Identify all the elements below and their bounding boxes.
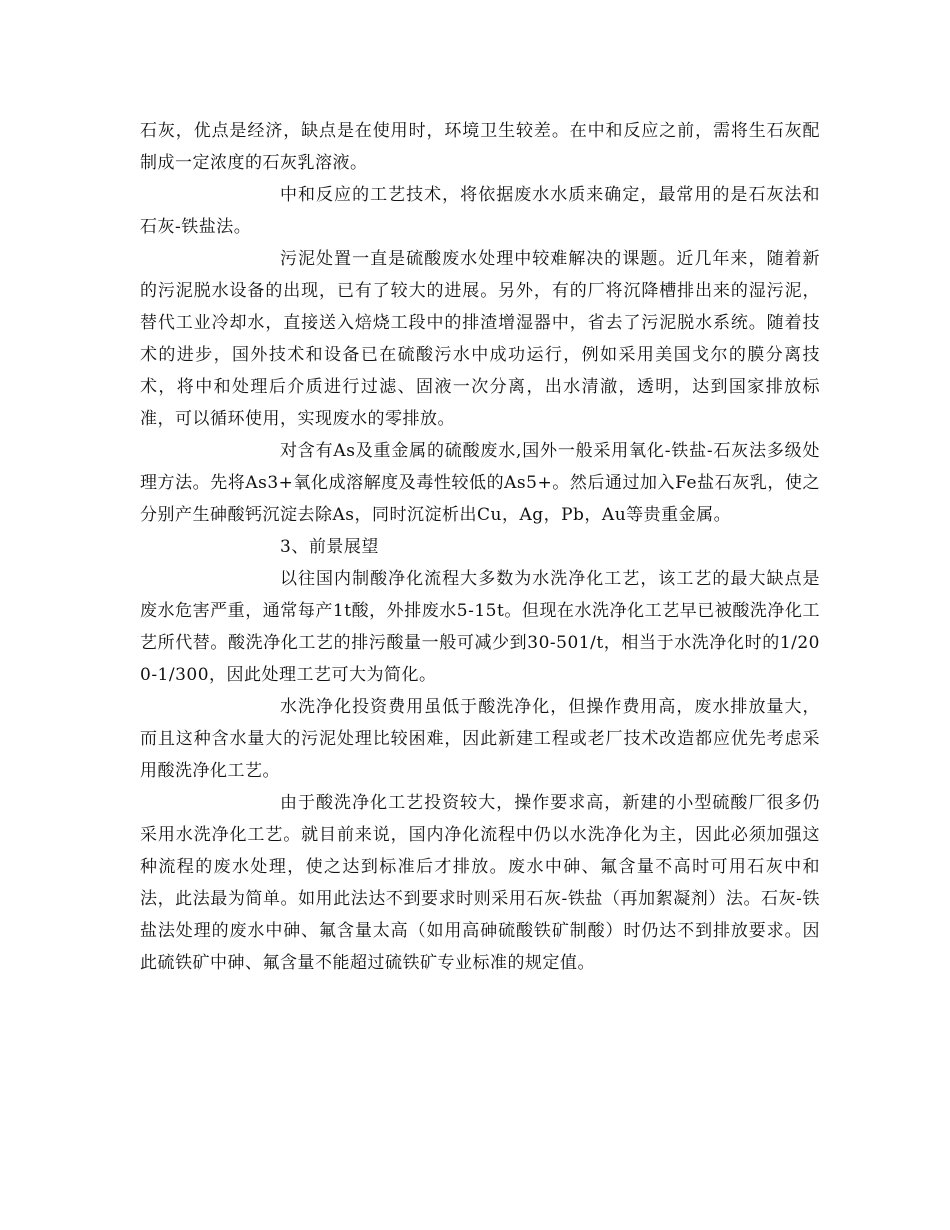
paragraph-small-plants: 由于酸洗净化工艺投资较大，操作要求高，新建的小型硫酸厂很多仍采用水洗净化工艺。就目前来说，国内净化流程中仍以水洗净化为主，因此必须加强这种流程的废水处理，使之达到标准后才排放。废水中砷、氟含量不高时可用石灰中和法，此法最为简单。如用此法达不到要求时则采用石灰-铁盐（再加絮凝剂）法。石灰-铁盐法处理的废水中砷、氟含量太高（如用高砷硫酸铁矿制酸）时仍达不到排放要求。因此硫铁矿中砷、氟含量不能超过硫铁矿专业标准的规定值。 [140,793,820,973]
paragraph-sludge-disposal: 污泥处置一直是硫酸废水处理中较难解决的课题。近几年来，随着新的污泥脱水设备的出现，已有了较大的进展。另外，有的厂将沉降槽排出来的湿污泥，替代工业冷却水，直接送入焙烧工段中的排渣增湿器中，省去了污泥脱水系统。随着技术的进步，国外技术和设备已在硫酸污水中成功运行，例如采用美国戈尔的膜分离技术，将中和处理后介质进行过滤、固液一次分离，出水清澈，透明，达到国家排放标准，可以循环使用，实现废水的零排放。 [140,249,820,429]
section-heading-outlook: 3、前景展望 [280,537,379,557]
paragraph-arsenic-treatment: 对含有As及重金属的硫酸废水,国外一般采用氧化-铁盐-石灰法多级处理方法。先将As3+氧化成溶解度及毒性较低的As5+。然后通过加入Fe盐石灰乳，使之分别产生砷酸钙沉淀去除As，同时沉淀析出Cu，Ag，Pb，Au等贵重金属。 [140,441,820,525]
paragraph-water-wash-history: 以往国内制酸净化流程大多数为水洗净化工艺，该工艺的最大缺点是废水危害严重，通常每产1t酸，外排废水5-15t。但现在水洗净化工艺早已被酸洗净化工艺所代替。酸洗净化工艺的排污酸量一般可减少到30-501/t，相当于水洗净化时的1/200-1/300，因此处理工艺可大为简化。 [140,569,820,685]
paragraph-cost-comparison: 水洗净化投资费用虽低于酸洗净化，但操作费用高，废水排放量大，而且这种含水量大的污泥处理比较困难，因此新建工程或老厂技术改造都应优先考虑采用酸洗净化工艺。 [140,697,820,781]
paragraph-neutralization: 中和反应的工艺技术，将依据废水水质来确定，最常用的是石灰法和石灰-铁盐法。 [140,185,820,237]
document-body [140,115,820,979]
paragraph-lime-intro: 石灰，优点是经济，缺点是在使用时，环境卫生较差。在中和反应之前，需将生石灰配制成一定浓度的石灰乳溶液。 [140,121,820,173]
